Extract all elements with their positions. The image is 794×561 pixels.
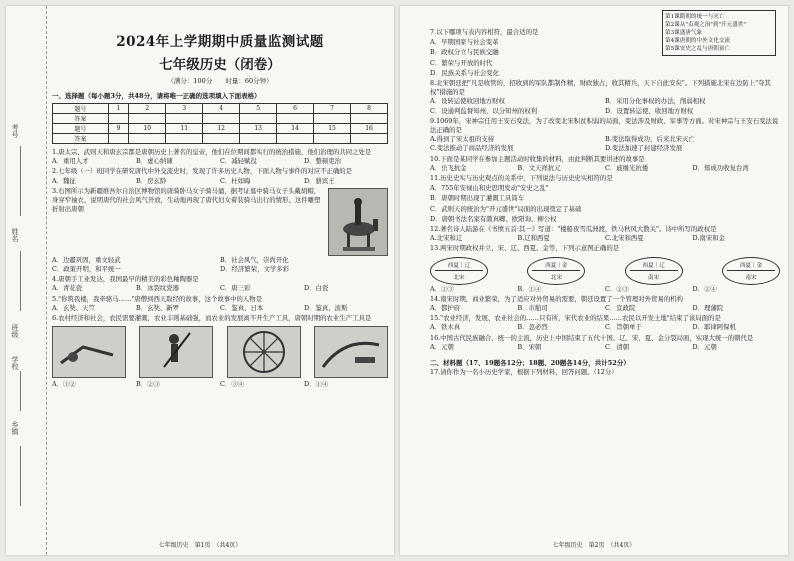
farmer-icon	[140, 327, 212, 377]
question-14-options	[430, 304, 780, 313]
answer-cell	[314, 114, 351, 124]
horse-rider-icon	[329, 189, 387, 255]
option: C．繁荣与开放的时代	[430, 58, 493, 67]
answer-cell	[108, 114, 129, 124]
table-cell: 1	[108, 104, 129, 114]
regime-diagram	[722, 257, 780, 285]
option: B．宋朝	[517, 342, 542, 351]
section-two-heading: 二、材料题（17、19题各12分；18题、20题各14分，共计52分）	[430, 359, 630, 368]
lesson-item: 第3课盛唐气象	[665, 30, 703, 36]
question-3-options	[52, 256, 388, 274]
option: B.辽和西夏	[517, 234, 550, 243]
binding-label-exam-no: 考号	[11, 124, 19, 138]
option: C．③④	[220, 380, 245, 389]
table-cell: 6	[277, 104, 314, 114]
answer-cell	[351, 114, 388, 124]
question-4-options	[52, 284, 388, 293]
binding-line	[20, 251, 21, 311]
exam-title: 2024年上学期期中质量监测试题	[116, 34, 324, 50]
waterwheel-icon	[228, 327, 300, 377]
option: C．减轻赋役	[220, 157, 257, 166]
option: A．早期国家与社会变革	[430, 38, 499, 47]
option: A．都护府	[430, 304, 461, 313]
question-12: 12.著名诗人陆游在《书愤五首·其一》写道："楼船夜雪瓜洲渡，铁马秋风大散关"。诗中所写的政权是	[430, 225, 717, 234]
page-one	[6, 6, 394, 555]
option: A．玄奘、天竺	[52, 303, 95, 312]
option: B．社会风气，崇尚开化	[220, 255, 289, 264]
regime-diagram	[430, 257, 488, 285]
option: A．755年安禄山和史思明发动"安史之乱"	[430, 184, 549, 193]
option: A．元朝	[430, 342, 454, 351]
option: C．戚继光抗倭	[605, 163, 649, 172]
table-cell: 5	[240, 104, 277, 114]
question-15-options	[430, 323, 780, 332]
option: C．设通判监督知州，以分知州的权利	[430, 106, 538, 115]
option: D．设置转运使，收回地方财权	[605, 106, 694, 115]
option: D．②④	[692, 284, 717, 293]
answer-cell	[203, 114, 240, 124]
page-two	[400, 6, 788, 555]
option: C．武则天的统治为"开元盛世"局面的出现奠定了基础	[430, 204, 582, 213]
question-11: 11.历史史实与历史观点的关系中，下列说法与历史史实相符的是	[430, 174, 613, 183]
option: C．鉴真、日本	[220, 303, 264, 312]
question-8: 8.北宋朝廷把"凡是收管的，招收到的军队都制作精，财政独占，收其精兵，天下自此安矣"。下列措施北宋在边防上"夺其权"措施的是	[430, 79, 771, 97]
horse-rider-figurine-image	[328, 188, 388, 256]
page-one-footer: 七年级历史 第1页 （共4页）	[158, 542, 242, 549]
regime-diagram	[527, 257, 585, 285]
answer-cell	[129, 114, 166, 124]
table-cell: 7	[314, 104, 351, 114]
option: D．经济繁荣，文学多彩	[220, 265, 290, 274]
section-one-heading: 一、选择题（每小题3分，共48分，请将唯一正确的选项填入下面表格）	[52, 92, 261, 100]
answer-cell	[240, 134, 277, 144]
option: D．理藩院	[692, 304, 724, 313]
option: A．重用人才	[52, 157, 89, 166]
option: C．旨朝单于	[605, 323, 642, 332]
table-cell: 题号	[53, 124, 109, 134]
table-cell: 15	[314, 124, 351, 134]
option: B．政权分立与民族交融	[430, 48, 499, 57]
answer-table	[52, 103, 388, 144]
question-7: 7.以下哪项与表内容相符，最合适的是	[430, 28, 539, 36]
option: D．元朝	[692, 342, 717, 351]
table-cell: 3	[166, 104, 203, 114]
question-1: 1.唐太宗、武则天和唐玄宗都是唐朝历史上著名的皇帝，他们在位期间都实行的统治措施，他们治理的共同之处是	[52, 148, 372, 156]
option: A．青花瓷	[52, 284, 83, 293]
option: B．玄奘、新罗	[136, 303, 180, 312]
binding-label-school: 学校	[11, 356, 19, 370]
option: C．杜如晦	[220, 176, 251, 185]
curved-plough-icon	[315, 327, 387, 377]
option: B．市舶司	[517, 304, 548, 313]
tool-image-1	[52, 326, 126, 378]
question-15: 15."农业经济，发展、农业社会的……只有所，宋代农业的结果……农民以开发土地"结束了该局面的是	[430, 314, 721, 323]
question-5: 5."你筑我楼，我牵骆马……"唐僧到西天取经的故事，这个故事中的人物是	[52, 294, 263, 303]
answer-cell	[351, 134, 388, 144]
question-16: 16.中国古代民族融合、统一的主流，历史上中国结束了五代十国、辽、宋、夏、金分裂局面，实现大统一的朝代是	[430, 333, 754, 342]
table-cell: 8	[351, 104, 388, 114]
diagram-bottom: 南宋	[648, 274, 660, 281]
table-cell: 16	[351, 124, 388, 134]
option: D．骆宾王	[304, 176, 335, 185]
table-cell: 答案	[53, 114, 109, 124]
option: A．岳飞抗金	[430, 163, 467, 172]
answer-cell	[166, 134, 203, 144]
option: A.北宋和辽	[430, 234, 463, 243]
option: B．②③	[136, 380, 160, 389]
option: C．②③	[605, 284, 630, 293]
option: A．铁木真	[430, 323, 461, 332]
exam-meta: （满分：100分 时量：60分钟）	[167, 77, 273, 85]
binding-line	[20, 446, 21, 506]
option: C．清朝	[605, 342, 630, 351]
farm-tools-images	[52, 326, 388, 378]
option: A．魏征	[52, 176, 76, 185]
page-two-footer: 七年级历史 第2页 （共4页）	[552, 542, 636, 549]
table-cell: 9	[108, 124, 129, 134]
option: A．设转运使收回地方财权	[430, 97, 505, 106]
question-8-options	[430, 97, 780, 115]
regime-diagram	[625, 257, 683, 285]
option: D．白瓷	[304, 284, 329, 293]
option: C．政策开明，和平统一	[52, 265, 121, 274]
question-3: 3.右图所示为新疆维吾尔自治区博物馆的唐骑卧马女子骑马俑，据考证墓中骑马女子头戴胡帽，身穿窄袖衣，说明唐代的社会风气开放，生动地再现了唐代妇女着装骑马出行的情形。这件雕塑折射出唐朝	[52, 186, 321, 214]
lesson-item: 第1课隋朝的统一与灭亡	[665, 14, 725, 20]
question-6-options	[52, 380, 388, 389]
question-5-options	[52, 304, 388, 313]
exam-subtitle: 七年级历史（闭卷）	[159, 57, 281, 73]
diagram-bottom: 北宋	[550, 274, 562, 281]
option: C．唐三彩	[220, 284, 251, 293]
question-14: 14.南宋时期，商业繁荣，为了适应对外贸易的需要，朝廷设置了一个管理对外贸易的机构	[430, 294, 684, 303]
lesson-item: 第4课唐朝的中外文化交流	[665, 38, 731, 44]
tool-image-2	[139, 326, 213, 378]
question-9-options	[430, 135, 780, 153]
regime-diagrams	[430, 257, 780, 285]
option: D．唐朝书法名家有颜真卿、欧阳询、柳公权	[430, 214, 557, 223]
table-cell: 10	[129, 124, 166, 134]
answer-cell	[277, 134, 314, 144]
option: A．①②	[52, 380, 76, 389]
table-cell: 2	[129, 104, 166, 114]
option: D.南宋和金	[692, 234, 725, 243]
table-cell: 12	[203, 124, 240, 134]
answer-cell	[129, 134, 166, 144]
answer-cell	[203, 134, 240, 144]
binding-line	[20, 371, 21, 411]
tool-image-4	[314, 326, 388, 378]
answer-cell	[108, 134, 129, 144]
binding-strip	[6, 6, 47, 555]
option: D．整顿吏治	[304, 157, 342, 166]
binding-label-class: 班级	[11, 324, 19, 338]
option: D．民族关系与社会变化	[430, 68, 500, 77]
question-3-block	[52, 186, 388, 256]
question-17: 17.请你作为一名小历史学家，根据下列材料，回答问题。（12分）	[430, 368, 618, 377]
option: A．①③	[430, 284, 454, 293]
lesson-item: 第5课安史之乱与唐朝衰亡	[665, 46, 731, 52]
question-10: 10.下面是某同学在参加主题活动时收集的材料，由此判断其要讲述的故事是	[430, 154, 645, 163]
option: B．房玄龄	[136, 176, 167, 185]
question-13: 13.两宋时期政权并立，宋、辽、西夏、金等，下列示意图正确的是	[430, 244, 620, 253]
option: D．耶律阿保机	[692, 323, 736, 332]
option: B．冰裂纹瓷器	[136, 284, 180, 293]
diagram-bottom: 北宋	[453, 274, 465, 281]
option: D．郑成功收复台湾	[692, 163, 749, 172]
table-cell: 11	[166, 124, 203, 134]
question-6: 6.农村经济和社会，农民需要灌溉，农业丰则基础强，而农业的发展离不开生产工具，唐朝时期的农业生产工具是	[52, 314, 372, 323]
question-1-options	[52, 157, 388, 166]
binding-line	[20, 146, 21, 216]
option: D.变法加速了封建经济发展	[605, 144, 683, 153]
lesson-item: 第2课从"贞观之治"到"开元盛世"	[665, 22, 746, 28]
diagram-top: 西夏｜金	[739, 262, 763, 269]
option: C.变法推动了商品经济的发展	[430, 144, 514, 153]
option: B.变法取得成功，后来北宋灭亡	[605, 135, 695, 144]
answer-cell	[277, 114, 314, 124]
option: B．文天祥抗元	[517, 163, 561, 172]
option: A.得到了宋太祖的支持	[430, 135, 495, 144]
lesson-list-box	[662, 10, 776, 56]
binding-label-name: 姓名	[11, 228, 19, 242]
question-10-options	[430, 164, 780, 173]
question-13-options	[430, 285, 780, 294]
option: D．鉴真、波斯	[304, 303, 348, 312]
answer-cell	[240, 114, 277, 124]
option: B．采用分化事权的办法，削弱相权	[605, 97, 706, 106]
question-2-options	[52, 177, 388, 186]
diagram-top: 西夏｜辽	[447, 262, 471, 269]
option: A．边疆巩固，重文轻武	[52, 255, 121, 264]
question-2: 2.七年级（一）班同学在研究唐代中外交流史时，发现了许多历史人物，下面人物与事件的对应不正确的是	[52, 167, 353, 176]
page-two-content	[430, 6, 780, 555]
option: B．①④	[517, 284, 542, 293]
diagram-top: 西夏｜辽	[642, 262, 665, 269]
diagram-bottom: 南宋	[745, 274, 757, 281]
option: D．①④	[304, 380, 329, 389]
table-cell: 14	[277, 124, 314, 134]
table-cell: 13	[240, 124, 277, 134]
plough-icon	[53, 327, 125, 377]
answer-cell	[314, 134, 351, 144]
table-cell: 题号	[53, 104, 109, 114]
option: B．虚心纳谏	[136, 157, 173, 166]
option: B．唐朝时期出现了灌溉工具筒车	[430, 194, 525, 203]
option: C．宣政院	[605, 304, 636, 313]
table-cell: 4	[203, 104, 240, 114]
question-4: 4.唐朝手工业发达，我国最早的精美的彩色釉陶器是	[52, 275, 199, 284]
tool-image-3	[227, 326, 301, 378]
diagram-top: 西夏｜金	[545, 262, 568, 269]
option: B．忽必烈	[517, 323, 548, 332]
table-cell: 答案	[53, 134, 109, 144]
option: C.北宋和西夏	[605, 234, 644, 243]
page-one-content	[52, 6, 388, 555]
binding-label-town: 乡镇	[11, 421, 19, 435]
question-12-options	[430, 234, 780, 243]
answer-cell	[166, 114, 203, 124]
question-16-options	[430, 343, 780, 352]
question-9: 9.1069年，宋神宗任用王安石变法，为了改变北宋积贫积弱的局面，变法涉及财政、军事等方面。对宋神宗与王安石变法说法正确的是	[430, 116, 779, 135]
